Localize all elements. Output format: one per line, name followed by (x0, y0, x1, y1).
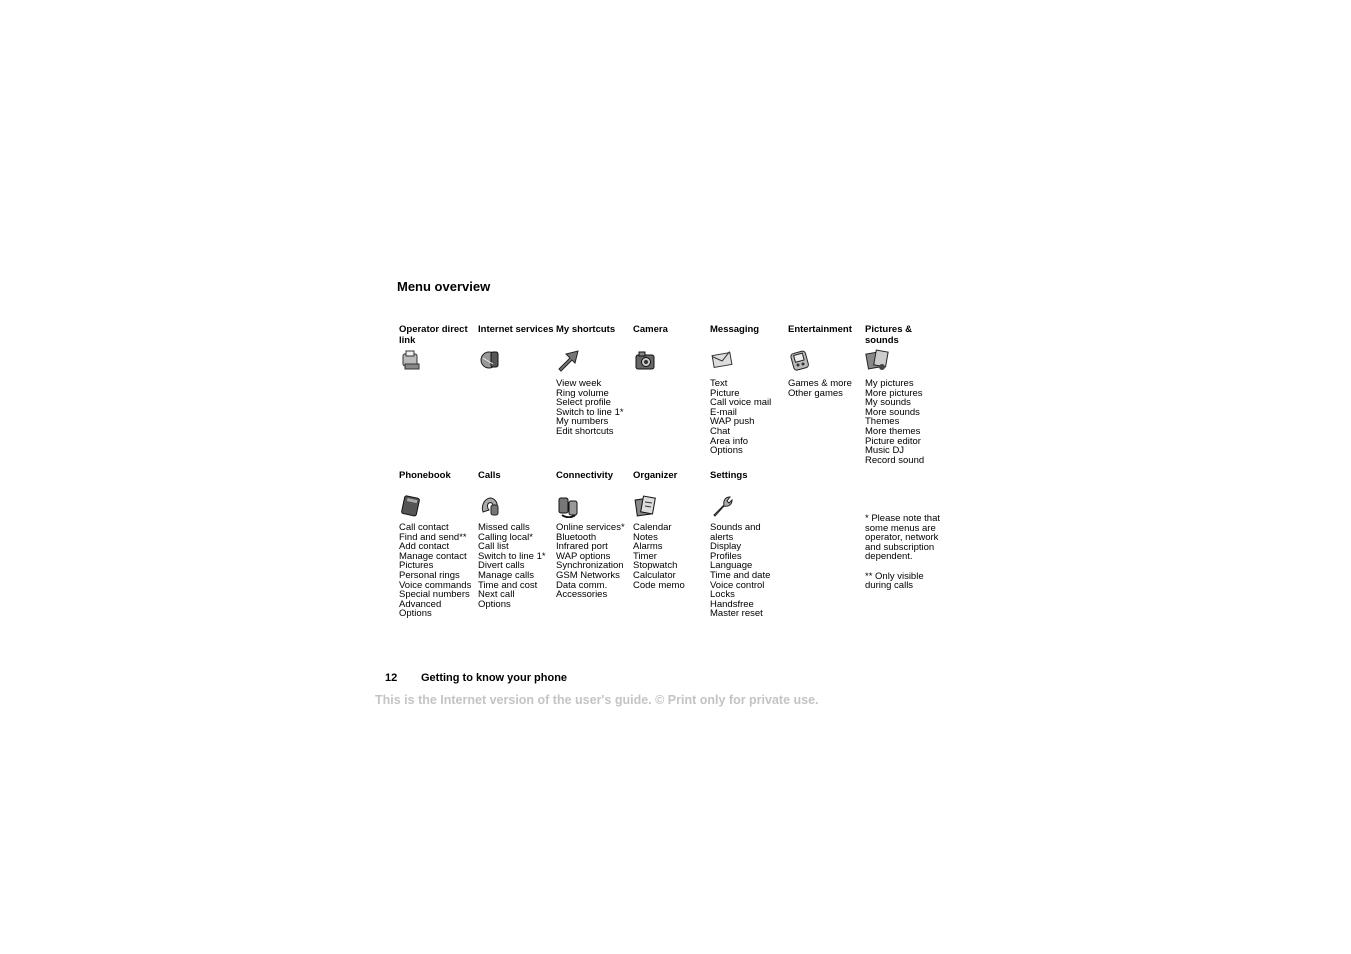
menu-column-settings (710, 470, 788, 619)
menu-item-list (556, 523, 634, 600)
menu-item: My numbers (556, 416, 609, 428)
menu-item: Manage contact (399, 550, 467, 562)
menu-item: Special numbers (399, 589, 470, 601)
menu-item: Code memo (633, 579, 685, 591)
menu-column-title: Connectivity (556, 470, 614, 481)
menu-item: More themes (865, 425, 921, 437)
menu-column-title: Pictures & sounds (865, 324, 912, 346)
menu-item: Language (710, 560, 753, 572)
menu-item: Time and date (710, 569, 771, 581)
handset-icon (478, 494, 502, 518)
menu-column-my-shortcuts (556, 324, 634, 437)
menu-item: Call voice mail (710, 397, 772, 409)
page-number: 12 (385, 672, 398, 684)
menu-item: View week (556, 378, 602, 389)
menu-item: E-mail (710, 406, 737, 418)
menu-item: Master reset (710, 608, 763, 620)
menu-item: Handsfree (710, 598, 754, 610)
menu-item: Next call (478, 589, 515, 601)
menu-item: Voice commands (399, 579, 472, 591)
menu-item: Accessories (556, 589, 608, 601)
menu-item: Display (710, 541, 742, 553)
menu-item: Ring volume (556, 387, 609, 399)
camera-icon (633, 348, 657, 372)
notes (865, 514, 940, 600)
menu-item: Stopwatch (633, 560, 678, 572)
menu-item: Games & more (788, 378, 852, 389)
menu-item: alerts (710, 531, 734, 543)
envelope-icon (710, 348, 734, 372)
menu-item: Other games (788, 387, 843, 399)
menu-column-title: Phonebook (399, 470, 451, 481)
menu-item: Timer (633, 550, 657, 562)
menu-column-title: Messaging (710, 324, 760, 335)
menu-item: Options (399, 608, 432, 620)
menu-column-operator-direct-link (399, 324, 477, 379)
menu-item: Chat (710, 425, 731, 437)
menu-item: Edit shortcuts (556, 425, 614, 437)
menu-item: Pictures (399, 560, 434, 572)
menu-item: Music DJ (865, 445, 905, 457)
menu-item-list (710, 379, 788, 456)
menu-item: Add contact (399, 541, 450, 553)
watermark: This is the Internet version of the user's guide. © Print only for private use. (375, 693, 819, 707)
menu-item-list (788, 379, 866, 398)
menu-item: Calendar (633, 522, 672, 533)
menu-item: Switch to line 1* (556, 406, 624, 418)
menu-item: My pictures (865, 378, 914, 389)
menu-item-list (865, 379, 943, 465)
menu-column-calls (478, 470, 556, 609)
menu-item: Picture editor (865, 435, 921, 447)
menu-column-title: Entertainment (788, 324, 852, 335)
menu-item: Online services* (556, 522, 625, 533)
menu-item: Record sound (865, 454, 925, 466)
menu-item: Picture (710, 387, 740, 399)
menu-item: More pictures (865, 387, 923, 399)
menu-column-title: Camera (633, 324, 668, 335)
menu-column-title: Organizer (633, 470, 678, 481)
note-operator-dependent: * Please note that some menus are operator, network and subscription dependent. (865, 513, 940, 563)
menu-column-messaging (710, 324, 788, 456)
menu-item: Area info (710, 435, 749, 447)
menu-item: Select profile (556, 397, 611, 409)
page-footer (385, 672, 567, 684)
menu-item: Personal rings (399, 569, 460, 581)
menu-item: My sounds (865, 397, 911, 409)
menu-item: Calculator (633, 569, 676, 581)
menu-item-list (478, 523, 556, 609)
menu-item: Bluetooth (556, 531, 597, 543)
menu-item: Time and cost (478, 579, 538, 591)
menu-item: Advanced (399, 598, 442, 610)
section-title: Getting to know your phone (421, 672, 568, 684)
menu-item: Manage calls (478, 569, 534, 581)
menu-item: GSM Networks (556, 569, 620, 581)
gamepad-icon (788, 348, 812, 372)
menu-item: Options (478, 598, 511, 610)
wrench-icon (710, 494, 734, 518)
menu-item: WAP options (556, 550, 611, 562)
menu-column-organizer (633, 470, 711, 590)
menu-item-list (399, 523, 477, 619)
menu-item-list (556, 379, 634, 437)
menu-column-internet-services (478, 324, 556, 379)
menu-item: Text (710, 378, 728, 389)
menu-item: Synchronization (556, 560, 624, 572)
menu-item-list (633, 523, 711, 590)
menu-column-entertainment (788, 324, 866, 398)
menu-item: Call list (478, 541, 509, 553)
menu-item: Themes (865, 416, 900, 428)
menu-item: Calling local* (478, 531, 533, 543)
menu-column-title: Operator direct link (399, 324, 468, 346)
menu-column-pictures-sounds (865, 324, 943, 465)
menu-item: Data comm. (556, 579, 608, 591)
menu-item: Sounds and (710, 522, 761, 533)
organizer-icon (633, 494, 657, 518)
menu-column-connectivity (556, 470, 634, 600)
menu-item: Missed calls (478, 522, 530, 533)
menu-column-camera (633, 324, 711, 379)
media-icon (865, 348, 889, 372)
menu-column-title: Settings (710, 470, 748, 481)
menu-column-title: My shortcuts (556, 324, 616, 335)
menu-item: Divert calls (478, 560, 525, 572)
book-icon (399, 494, 423, 518)
arrow-icon (556, 348, 580, 372)
menu-item: Voice control (710, 579, 765, 591)
menu-column-title: Calls (478, 470, 501, 481)
menu-item: Alarms (633, 541, 663, 553)
menu-item: WAP push (710, 416, 755, 428)
menu-item: Switch to line 1* (478, 550, 546, 562)
menu-item: Notes (633, 531, 658, 543)
menu-item: Infrared port (556, 541, 608, 553)
menu-item-list (710, 523, 788, 619)
note-only-visible-during-calls: ** Only visible during calls (865, 570, 924, 592)
menu-item: Options (710, 445, 743, 457)
connectivity-icon (556, 494, 580, 518)
menu-item: Profiles (710, 550, 742, 562)
menu-item: More sounds (865, 406, 920, 418)
globe-phone-icon (478, 348, 502, 372)
operator-icon (399, 348, 423, 372)
menu-item: Call contact (399, 522, 449, 533)
menu-column-title: Internet services (478, 324, 554, 335)
menu-item: Locks (710, 589, 735, 601)
menu-column-phonebook (399, 470, 477, 619)
page-title: Menu overview (397, 279, 491, 294)
menu-item: Find and send** (399, 531, 467, 543)
